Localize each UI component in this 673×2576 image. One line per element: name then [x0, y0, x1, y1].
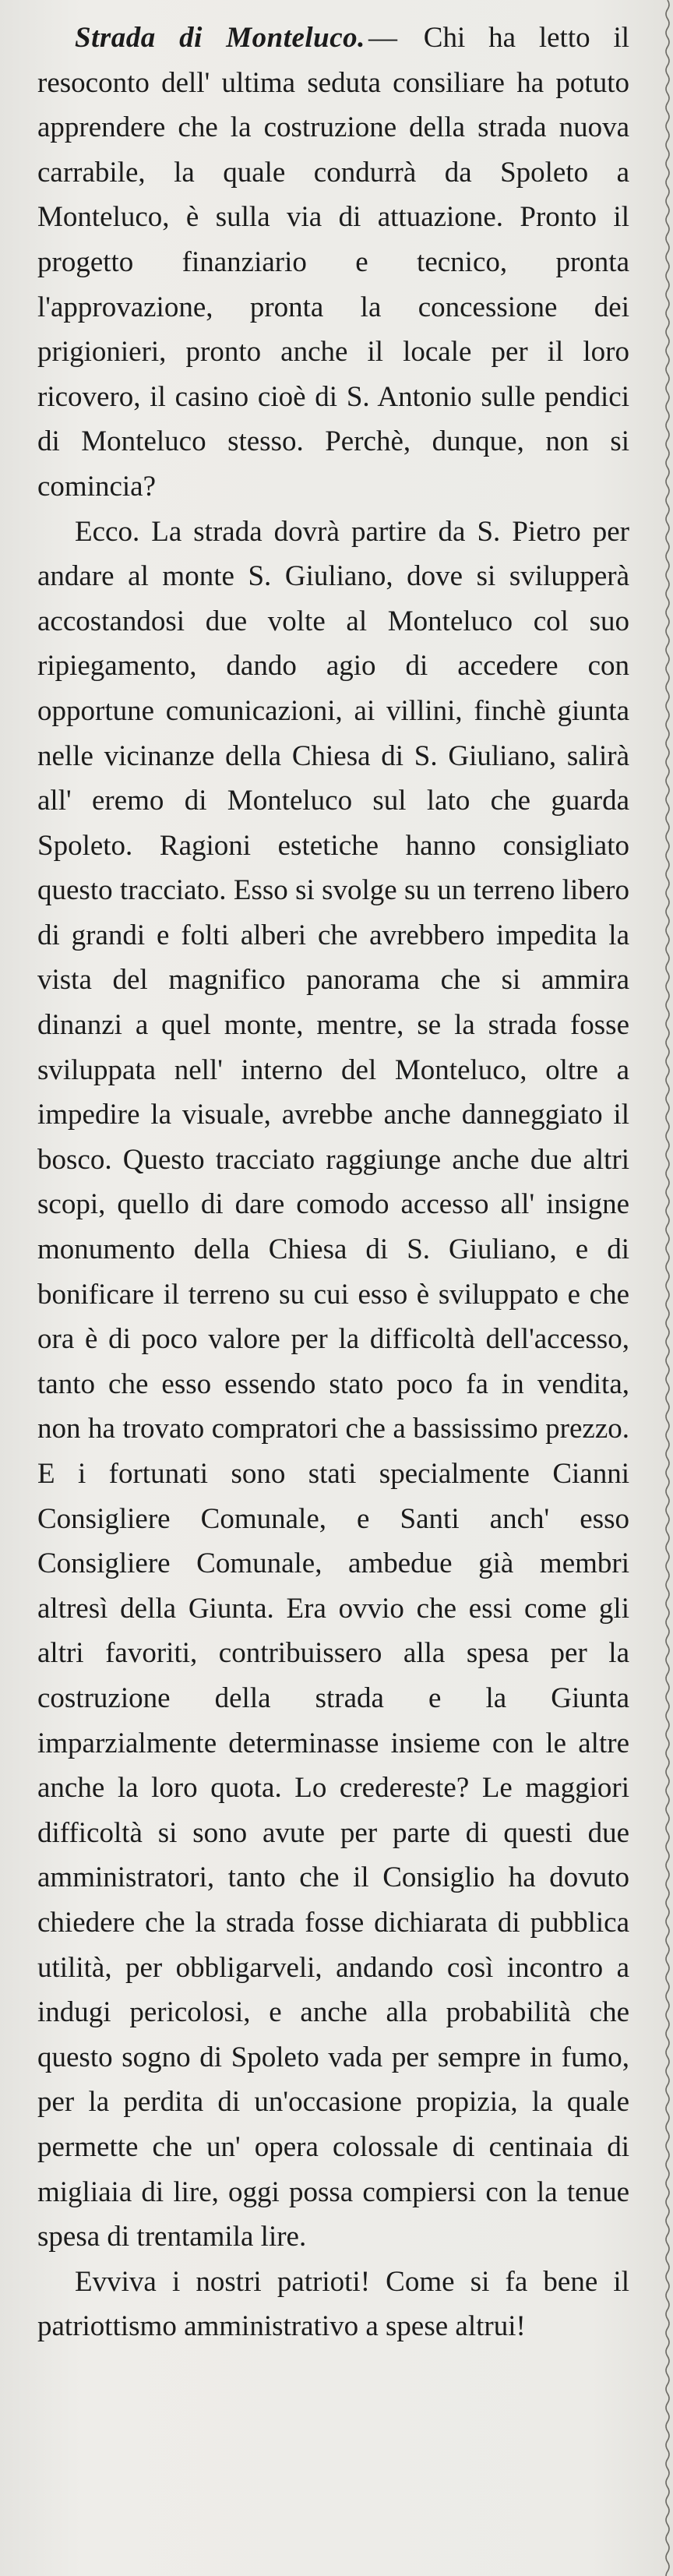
column-border-rule: [661, 0, 673, 2576]
article-paragraph-1-text: Chi ha letto il resoconto dell' ultima seduta consiliare ha potuto apprendere che la costruzione della strada nuova carrabile, la quale condurrà da Spoleto a Monteluco, è sulla via di attuazione. Pronto il progetto finanziario e tecnico, pronta l'approvazione, pronta la concessione dei prigionieri, pronto anche il locale per il loro ricovero, il casino cioè di S. Antonio sulle pendici di Monteluco stesso. Perchè, dunque, non si comincia?: [37, 22, 630, 503]
article-paragraph-2: Ecco. La strada dovrà partire da S. Pietro per andare al monte S. Giuliano, dove si svilupperà accostandosi due volte al Monteluco col suo ripiegamento, dando agio di accedere con opportune comunicazioni, ai villini, finchè giunta nelle vicinanze della Chiesa di S. Giuliano, salirà all' eremo di Monteluco sul lato che guarda Spoleto. Ragioni estetiche hanno consigliato questo tracciato. Esso si svolge su un terreno libero di grandi e folti alberi che avrebbero impedita la vista del magnifico panorama che si ammira dinanzi a quel monte, mentre, se la strada fosse sviluppata nell' interno del Monteluco, oltre a impedire la visuale, avrebbe anche danneggiato il bosco. Questo tracciato raggiunge anche due altri scopi, quello di dare comodo accesso all' insigne monumento della Chiesa di S. Giuliano, e di bonificare il terreno su cui esso è sviluppato e che ora è di poco valore per la difficoltà dell'accesso, tanto che esso essendo stato poco fa in vendita, non ha trovato compratori che a bassissimo prezzo. E i fortunati sono stati specialmente Cianni Consigliere Comunale, e Santi anch' esso Consigliere Comunale, ambedue già membri altresì della Giunta. Era ovvio che essi come gli altri favoriti, contribuissero alla spesa per la costruzione della strada e la Giunta imparzialmente determinasse insieme con le altre anche la loro quota. Lo credereste? Le maggiori difficoltà si sono avute per parte di questi due amministratori, tanto che il Consiglio ha dovuto chiedere che la strada fosse dichiarata di pubblica utilità, per obbligarveli, andando così incontro a indugi pericolosi, e anche alla probabilità che questo sogno di Spoleto vada per sempre in fumo, per la perdita di un'occasione propizia, la quale permette che un' opera colossale di centinaia di migliaia di lire, oggi possa compiersi con la tenue spesa di trentamila lire.: [37, 515, 629, 2253]
article-column: [37, 16, 629, 2349]
article-paragraph-1: [37, 16, 629, 510]
title-dash: —: [368, 22, 397, 54]
article-title: Strada di Monteluco.: [75, 22, 365, 54]
article-paragraph-3: Evviva i nostri patrioti! Come si fa bene il patriottismo amministrativo a spese altrui!: [37, 2265, 629, 2343]
